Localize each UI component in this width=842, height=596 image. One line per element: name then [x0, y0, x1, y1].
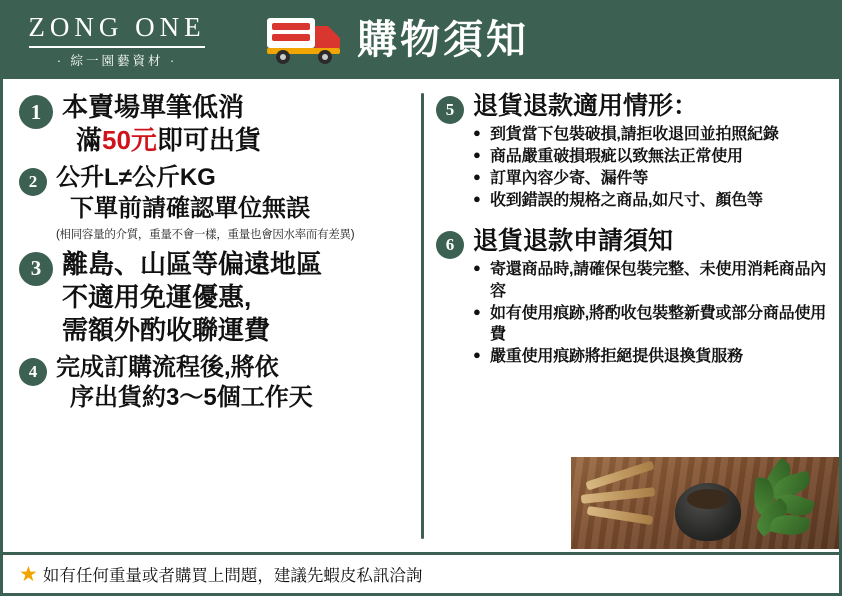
left-column [3, 87, 421, 549]
item-line-highlighted: 滿50元即可出貨 [76, 125, 261, 156]
list-item: ● 到貨當下包裝破損,請拒收退回並拍照紀錄 [473, 124, 829, 145]
delivery-truck-icon [265, 12, 343, 71]
list-item: ● 如有使用痕跡,將酌收包裝整新費或部分商品使用費 [473, 303, 829, 345]
item-line: 離島、山區等偏遠地區 [62, 248, 323, 279]
list-item: ● 商品嚴重破損瑕疵以致無法正常使用 [473, 146, 829, 167]
section-spacer [436, 212, 829, 226]
footer-text: 如有任何重量或者購買上問題，建議先蝦皮私訊洽詢 [42, 567, 423, 585]
highlight-amount: 50元 [102, 125, 157, 156]
item-line: 公升L≠公斤KG [56, 164, 216, 192]
list-item [19, 163, 411, 242]
list-item: ● 收到錯誤的規格之商品,如尺寸、顏色等 [473, 190, 829, 211]
brand-logo-sub: · 綜一園藝資材 · [56, 53, 178, 68]
soil-icon [687, 489, 729, 509]
item-content [56, 353, 411, 414]
item-number-badge: 5 [436, 96, 464, 124]
page-title: 購物須知 [357, 17, 529, 62]
list-item: ● 寄還商品時,請確保包裝完整、未使用消耗商品內容 [473, 259, 829, 301]
brand-logo [17, 11, 217, 69]
item-title: 退貨退款申請須知 [473, 227, 674, 256]
item-content [62, 248, 411, 347]
bullet-list [473, 259, 829, 367]
item-number-badge: 2 [19, 168, 47, 196]
item-line: 需額外酌收聯運費 [62, 315, 271, 345]
item-line: 下單前請確認單位無誤 [70, 194, 310, 222]
list-item [436, 91, 829, 212]
plant-icon [729, 465, 821, 543]
item-number-badge: 3 [19, 252, 53, 286]
item-line: 本賣場單筆低消 [62, 92, 245, 122]
list-item [19, 353, 411, 414]
brand-logo-main: ZONG ONE [28, 11, 206, 42]
item-number-badge: 6 [436, 231, 464, 259]
item-content [56, 163, 411, 242]
item-content [473, 91, 829, 212]
bullet-list [473, 124, 829, 211]
item-line: 完成訂購流程後,將依 [56, 354, 279, 382]
item-line: 序出貨約3～5個工作天 [70, 384, 313, 412]
header-banner [3, 3, 839, 79]
star-icon: ★ [19, 562, 38, 586]
brand-logo-divider [29, 46, 205, 48]
item-title: 退貨退款適用情形： [473, 92, 699, 120]
item-note: (相同容量的介質，重量不會一樣，重量也會因水率而有差異) [56, 228, 355, 241]
list-item [436, 226, 829, 368]
list-item: ● 嚴重使用痕跡將拒絕提供退換貨服務 [473, 346, 829, 367]
item-number-badge: 4 [19, 358, 47, 386]
content-area [3, 79, 839, 549]
item-line: 不適用免運優惠, [62, 281, 252, 312]
list-item: ● 訂單內容少寄、漏件等 [473, 168, 829, 189]
item-content [62, 91, 411, 157]
item-number-badge: 1 [19, 95, 53, 129]
gardening-photo [571, 457, 839, 549]
list-item [19, 248, 411, 347]
list-item [19, 91, 411, 157]
footer-bar [3, 552, 839, 593]
item-content [473, 226, 829, 368]
